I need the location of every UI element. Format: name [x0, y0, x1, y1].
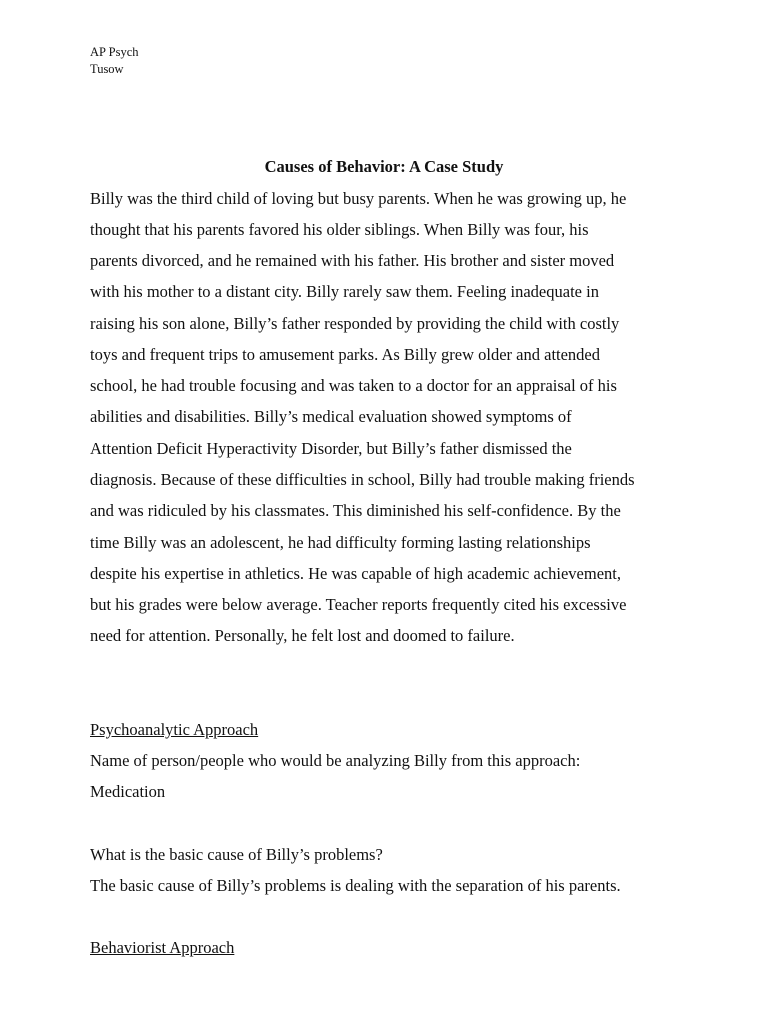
psychoanalytic-heading: Psychoanalytic Approach — [90, 720, 259, 739]
paragraph-line: but his grades were below average. Teacher reports frequently cited his excessive — [90, 595, 627, 614]
document-title: Causes of Behavior: A Case Study — [264, 157, 504, 176]
paragraph-line: toys and frequent trips to amusement parks. As Billy grew older and attended — [90, 345, 601, 364]
paragraph-line: despite his expertise in athletics. He was capable of high academic achievement, — [90, 564, 621, 583]
behaviorist-heading: Behaviorist Approach — [90, 938, 235, 957]
paragraph-line: parents divorced, and he remained with his father. His brother and sister moved — [90, 251, 615, 270]
paragraph-line: raising his son alone, Billy’s father responded by providing the child with costly — [90, 314, 620, 333]
answer-basic-cause: The basic cause of Billy’s problems is dealing with the separation of his parents. — [90, 876, 621, 895]
question-basic-cause: What is the basic cause of Billy’s problems? — [90, 845, 383, 864]
course-label: AP Psych — [90, 45, 139, 59]
teacher-label: Tusow — [90, 62, 124, 76]
paragraph-line: diagnosis. Because of these difficulties in school, Billy had trouble making friends — [90, 470, 635, 489]
paragraph-line: need for attention. Personally, he felt lost and doomed to failure. — [90, 626, 515, 645]
answer-person: Medication — [90, 782, 166, 801]
question-person: Name of person/people who would be analyzing Billy from this approach: — [90, 751, 581, 770]
paragraph-line: Attention Deficit Hyperactivity Disorder, but Billy’s father dismissed the — [90, 439, 572, 458]
paragraph-line: time Billy was an adolescent, he had difficulty forming lasting relationships — [90, 533, 591, 552]
paragraph-line: and was ridiculed by his classmates. This diminished his self-confidence. By the — [90, 501, 621, 520]
paragraph-line: Billy was the third child of loving but busy parents. When he was growing up, he — [90, 189, 627, 208]
document-header — [90, 44, 139, 78]
paragraph-line: with his mother to a distant city. Billy rarely saw them. Feeling inadequate in — [90, 282, 599, 301]
paragraph-line: school, he had trouble focusing and was taken to a doctor for an appraisal of his — [90, 376, 617, 395]
paragraph-line: abilities and disabilities. Billy’s medical evaluation showed symptoms of — [90, 407, 572, 426]
paragraph-line: thought that his parents favored his older siblings. When Billy was four, his — [90, 220, 589, 239]
